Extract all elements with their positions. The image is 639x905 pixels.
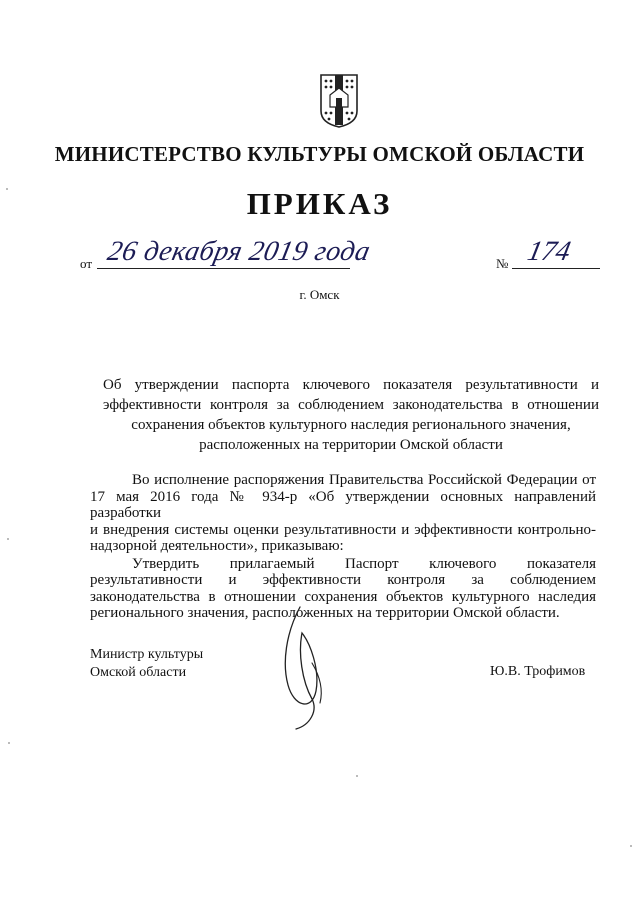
date-underline <box>97 268 350 269</box>
order-body <box>90 472 596 622</box>
subject-line: Об утверждении паспорта ключевого показателя результативности и <box>103 377 599 393</box>
omsk-coat-of-arms-icon <box>319 73 359 129</box>
scan-speck <box>356 775 358 777</box>
body-line: надзорной деятельности», приказываю: <box>90 538 344 554</box>
scan-speck <box>6 188 8 190</box>
date-prefix: от <box>80 256 93 271</box>
role-line: Министр культуры <box>90 647 204 662</box>
handwritten-date: 26 декабря 2019 года <box>104 236 374 267</box>
body-line: регионального значения, расположенных на территории Омской области. <box>90 605 560 621</box>
body-line: и внедрения системы оценки результативности и эффективности контрольно- <box>90 521 596 538</box>
body-line: результативности и эффективности контроля за соблюдением <box>90 572 596 588</box>
body-line: законодательства в отношении сохранения объектов культурного наследия <box>90 588 596 605</box>
signatory-role <box>90 646 203 682</box>
subject-line: сохранения объектов культурного наследия регионального значения, <box>131 417 571 433</box>
number-underline <box>512 268 600 269</box>
body-line: 17 мая 2016 года № 934-р «Об утверждении основных направлений разработки <box>90 488 596 521</box>
number-prefix: № <box>496 256 509 271</box>
scan-speck <box>630 845 632 847</box>
handwritten-number: 174 <box>524 236 574 267</box>
city: г. Омск <box>299 287 340 302</box>
body-line: Во исполнение распоряжения Правительства Российской Федерации от <box>132 472 596 488</box>
handwritten-signature-icon <box>272 603 342 733</box>
scan-speck <box>7 538 9 540</box>
order-subject <box>103 375 599 455</box>
document-type-title: ПРИКАЗ <box>246 186 393 221</box>
ministry-name: МИНИСТЕРСТВО КУЛЬТУРЫ ОМСКОЙ ОБЛАСТИ <box>54 142 585 166</box>
body-line: Утвердить прилагаемый Паспорт ключевого показателя <box>132 555 596 572</box>
subject-line: эффективности контроля за соблюдением законодательства в отношении <box>103 397 599 413</box>
scan-speck <box>8 742 10 744</box>
signatory-name: Ю.В. Трофимов <box>490 664 586 679</box>
subject-line: расположенных на территории Омской области <box>199 437 503 453</box>
role-line: Омской области <box>90 665 187 680</box>
